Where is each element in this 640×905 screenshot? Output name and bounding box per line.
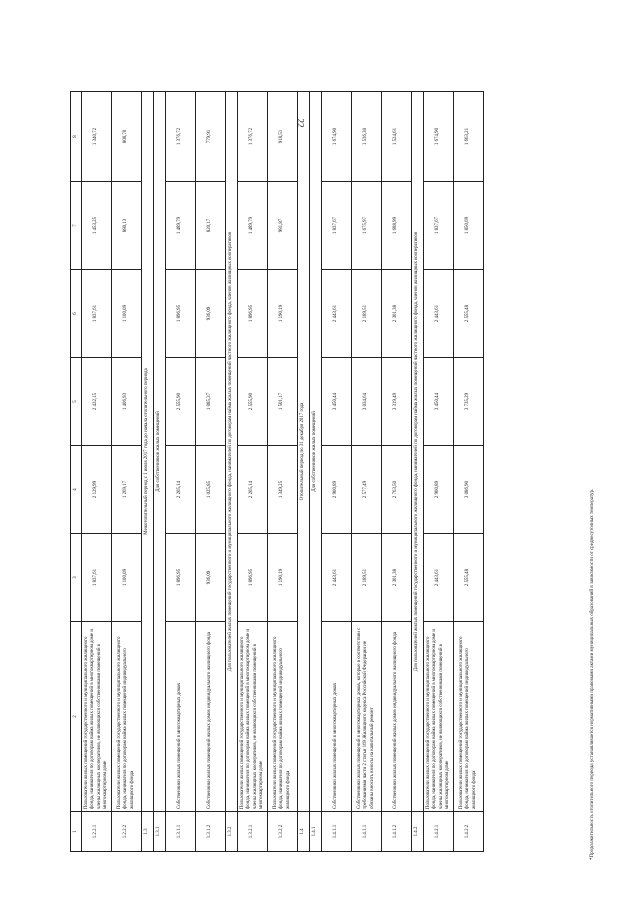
section-title: Для пользователей жилых помещений государственного и муниципального жилищного фонда, нанимателей по договорам найма жилых помещений частного жилищного фонда, членов жилищных кооперативов: [226, 92, 238, 812]
cell-value: 2 577,49: [352, 446, 382, 534]
cell-value: 779,91: [196, 92, 226, 182]
table-row: [268, 92, 298, 852]
tariff-table: [70, 91, 484, 852]
column-number: 5: [71, 358, 82, 446]
row-code: 1.4.1.1: [352, 812, 382, 852]
row-code: 1.2.2.2: [112, 812, 142, 852]
cell-value: 1 349,25: [268, 446, 298, 534]
row-code: 1.3.2.1: [238, 812, 268, 852]
table-row: [166, 92, 196, 852]
table-row: [454, 92, 484, 852]
row-code: 1.4.2.2: [454, 812, 484, 852]
section-row: [412, 92, 424, 852]
table-row: [382, 92, 412, 852]
column-number: 8: [71, 92, 82, 182]
cell-value: 1 100,09: [112, 534, 142, 622]
cell-value: 2 189,51: [352, 270, 382, 358]
cell-value: 1 896,95: [238, 534, 268, 622]
column-number: 4: [71, 446, 82, 534]
section-title: Для пользователей жилых помещений государственного и муниципального жилищного фонда, нанимателей по договорам найма жилых помещений частного жилищного фонда, членов жилищных кооперативов: [412, 92, 424, 812]
cell-value: 1 837,67: [424, 182, 454, 270]
row-code: 1.4.2.1: [424, 812, 454, 852]
cell-value: 1 501,17: [268, 358, 298, 446]
row-name: Пользователи жилых помещений государственного и муниципального жилищного фонда, нанимателя по договорам найма жилых помещений индивидуального жилищного фонда: [268, 622, 298, 812]
cell-value: 1 896,95: [166, 270, 196, 358]
cell-value: 1 896,95: [166, 534, 196, 622]
cell-value: 1 489,79: [166, 182, 196, 270]
column-number-row: [71, 92, 82, 852]
cell-value: 981,87: [268, 182, 298, 270]
cell-value: 1 085,37: [196, 358, 226, 446]
section-row: [226, 92, 238, 852]
cell-value: 1 190,19: [268, 534, 298, 622]
row-code: 1.4.2: [412, 812, 424, 852]
cell-value: 2 443,61: [322, 270, 352, 358]
cell-value: 2 301,38: [382, 534, 412, 622]
table-row: [352, 92, 382, 852]
cell-value: 1 376,72: [238, 92, 268, 182]
cell-value: 936,09: [196, 270, 226, 358]
cell-value: 1 340,72: [82, 92, 112, 182]
table-body: [71, 92, 484, 852]
cell-value: 1 489,79: [238, 182, 268, 270]
row-name: Собственники жилых помещений жилых домов индивидуального жилищного фонда: [382, 622, 412, 812]
cell-value: 880,13: [112, 182, 142, 270]
row-code: 1.3.1.2: [196, 812, 226, 852]
cell-value: 808,70: [112, 92, 142, 182]
row-code: 1.3.1: [154, 812, 166, 852]
cell-value: 1 269,17: [112, 446, 142, 534]
cell-value: 3 450,44: [322, 358, 352, 446]
cell-value: 1 896,95: [238, 270, 268, 358]
cell-value: 2 900,89: [322, 446, 352, 534]
cell-value: 3 735,29: [454, 358, 484, 446]
section-title: Межотопительный период с 1 июля 2017 года до начала отопительного периода: [142, 92, 154, 812]
row-code: 1.3: [142, 812, 154, 852]
table-row: [238, 92, 268, 852]
cell-value: 1 850,69: [454, 182, 484, 270]
section-row: [154, 92, 166, 852]
row-name: Собственники жилых помещений в многоквартирных домах, которые в соответствии с требованиями части 2 статьи 169 Жилищного кодекса Российской Федерации не обязаны вносить взносы на капитальный ремонт: [352, 622, 382, 812]
cell-value: 3 086,90: [454, 446, 484, 534]
table-row: [424, 92, 454, 852]
section-title: Для собственников жилых помещений: [154, 92, 166, 812]
row-code: 1.3.2.2: [268, 812, 298, 852]
table-row: [196, 92, 226, 852]
cell-value: 2 900,89: [424, 446, 454, 534]
cell-value: 2 205,14: [166, 446, 196, 534]
row-name: Собственники жилых помещений в многоквартирных домах: [322, 622, 352, 812]
cell-value: 918,51: [268, 92, 298, 182]
cell-value: 1 524,61: [382, 92, 412, 182]
column-number: 6: [71, 270, 82, 358]
column-number: 1: [71, 812, 82, 852]
row-name: Пользователи жилых помещений государственного и муниципального жилищного фонда, нанимателя по договорам найма жилых помещений индивидуального жилищного фонда: [454, 622, 484, 812]
row-code: 1.4.1.2: [382, 812, 412, 852]
footnote: *Продолжительность отопительного периода устанавливается нормативными правовыми актами муниципальных образований в зависимости от среднесуточных температур.: [590, 488, 595, 860]
row-code: 1.2.2.1: [82, 812, 112, 852]
section-row: [298, 92, 310, 852]
page-number: 22: [295, 118, 306, 128]
footnote-container: [590, 90, 598, 860]
table-row: [322, 92, 352, 852]
cell-value: 1 675,97: [352, 182, 382, 270]
cell-value: 3 319,49: [382, 358, 412, 446]
cell-value: 2 555,48: [454, 534, 484, 622]
row-name: Пользователи жилых помещений государственного и муниципального жилищного фонда, нанимателя по договорам найма жилых помещений индивидуального жилищного фонда: [112, 622, 142, 812]
cell-value: 2 763,50: [382, 446, 412, 534]
cell-value: 2 189,51: [352, 534, 382, 622]
cell-value: 1 190,19: [268, 270, 298, 358]
cell-value: 1 536,30: [352, 92, 382, 182]
section-title: Отопительный период по 31 декабря 2017 года: [298, 92, 310, 812]
column-number: 2: [71, 622, 82, 812]
table-row: [112, 92, 142, 852]
cell-value: 2 205,14: [238, 446, 268, 534]
cell-value: 1 688,99: [382, 182, 412, 270]
cell-value: 1 837,67: [322, 182, 352, 270]
section-title: Для собственников жилых помещений: [310, 92, 322, 812]
row-name: Пользователи жилых помещений государственного и муниципального жилищного фонда, нанимателя по договорам найма жилых помещений в многоквартирном доме и члены жилищных кооперативов, не являющихся собственниками помещений в многоквартирном доме: [238, 622, 268, 812]
cell-value: 2 301,38: [382, 270, 412, 358]
rotated-table-frame: [70, 92, 575, 852]
row-code: 1.4: [298, 812, 310, 852]
cell-value: 1 674,90: [424, 92, 454, 182]
row-code: 1.4.1.1: [322, 812, 352, 852]
cell-value: 2 555,48: [454, 270, 484, 358]
cell-value: 2 129,99: [82, 446, 112, 534]
cell-value: 1 453,25: [82, 182, 112, 270]
row-code: 1.3.2: [226, 812, 238, 852]
cell-value: 1 663,21: [454, 92, 484, 182]
section-row: [142, 92, 154, 852]
cell-value: 1 837,61: [82, 534, 112, 622]
column-number: 7: [71, 182, 82, 270]
section-row: [310, 92, 322, 852]
row-name: Собственники жилых помещений жилых домов индивидуального жилищного фонда: [196, 622, 226, 812]
row-name: Собственники жилых помещений в многоквартирных домах: [166, 622, 196, 812]
cell-value: 1 025,85: [196, 446, 226, 534]
cell-value: 2 555,90: [166, 358, 196, 446]
cell-value: 1 406,93: [112, 358, 142, 446]
cell-value: 2 443,61: [322, 534, 352, 622]
cell-value: 1 100,09: [112, 270, 142, 358]
cell-value: 936,09: [196, 534, 226, 622]
cell-value: 3 034,64: [352, 358, 382, 446]
row-name: Пользователи жилых помещений государственного и муниципального жилищного фонда, нанимателя по договорам найма жилых помещений в многоквартирном доме и члены жилищных кооперативов, не являющихся собственниками помещений в многоквартирном доме: [82, 622, 112, 812]
row-code: 1.3.1.1: [166, 812, 196, 852]
row-code: 1.4.1: [310, 812, 322, 852]
cell-value: 1 837,61: [82, 270, 112, 358]
cell-value: 3 450,44: [424, 358, 454, 446]
table-row: [82, 92, 112, 852]
cell-value: 2 443,61: [424, 534, 454, 622]
row-name: Пользователи жилых помещений государственного и муниципального жилищного фонда, нанимателя по договорам найма жилых помещений в многоквартирном доме и члены жилищных кооперативов, не являющихся собственниками помещений в многоквартирном доме: [424, 622, 454, 812]
cell-value: 820,17: [196, 182, 226, 270]
column-number: 3: [71, 534, 82, 622]
cell-value: 2 432,15: [82, 358, 112, 446]
cell-value: 1 674,90: [322, 92, 352, 182]
cell-value: 1 376,72: [166, 92, 196, 182]
cell-value: 2 443,61: [424, 270, 454, 358]
cell-value: 2 555,90: [238, 358, 268, 446]
